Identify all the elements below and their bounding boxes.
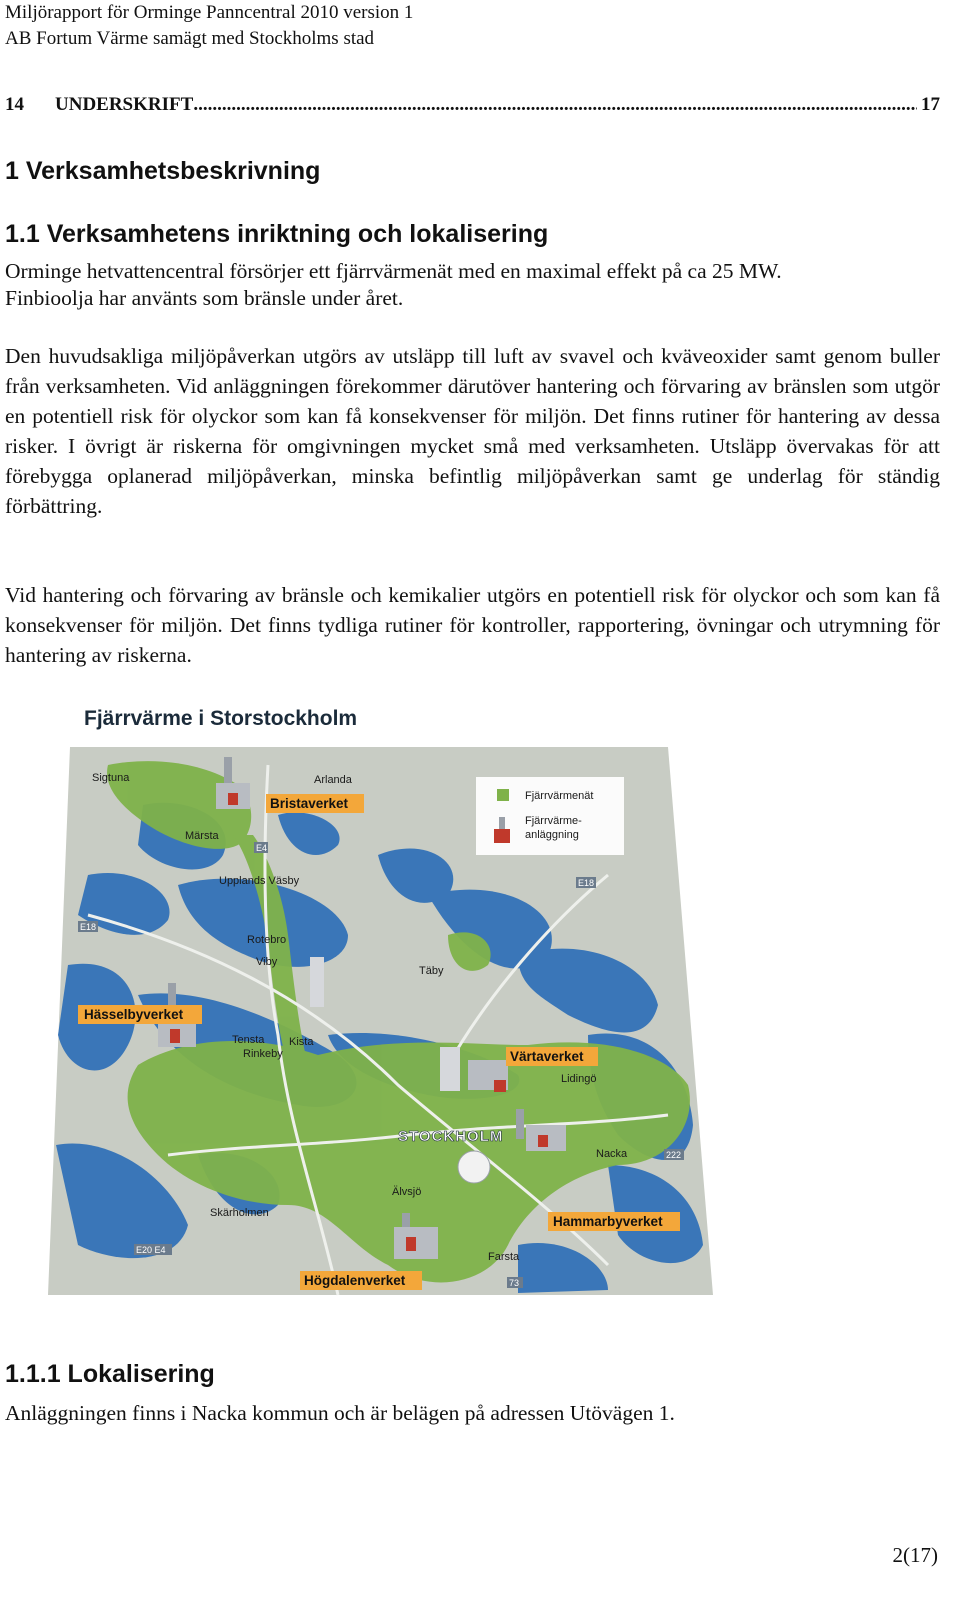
plant-bristaverket: Bristaverket	[270, 796, 349, 811]
subsubsection-heading: 1.1.1 Lokalisering	[5, 1360, 215, 1388]
place-kista: Kista	[289, 1036, 314, 1048]
document-header	[5, 0, 413, 52]
plant-hammarbyverket: Hammarbyverket	[553, 1214, 663, 1229]
legend-network-label: Fjärrvärmenät	[525, 790, 594, 802]
place-arlanda: Arlanda	[314, 774, 352, 786]
place-sigtuna: Sigtuna	[92, 772, 130, 784]
paragraph-1-line-2: Finbioolja har använts som bränsle under året.	[5, 286, 404, 310]
place-lidingo: Lidingö	[561, 1073, 597, 1085]
page-number: 2(17)	[892, 1543, 938, 1567]
place-tensta: Tensta	[232, 1034, 265, 1046]
legend-plant-label-2: anläggning	[525, 829, 579, 841]
header-line-1: Miljörapport för Orminge Panncentral 2010 version 1	[5, 2, 414, 23]
place-farsta: Farsta	[488, 1251, 520, 1263]
place-viby: Viby	[256, 956, 278, 968]
subsection-heading: 1.1 Verksamhetens inriktning och lokalisering	[5, 220, 549, 248]
map-graphic	[48, 705, 718, 1320]
road-e18-north: E18	[578, 878, 595, 888]
place-rinkeby: Rinkeby	[243, 1048, 283, 1060]
section-heading: 1 Verksamhetsbeskrivning	[5, 157, 321, 185]
plant-vartaverket: Värtaverket	[510, 1049, 584, 1064]
header-line-2: AB Fortum Värme samägt med Stockholms stad	[5, 28, 375, 49]
place-stockholm: STOCKHOLM	[398, 1128, 504, 1145]
plant-hasselbyverket: Hässelbyverket	[84, 1007, 184, 1022]
toc-leader-dots	[193, 94, 917, 116]
plant-hogdalenverket: Högdalenverket	[304, 1273, 406, 1288]
legend-plant-label-1: Fjärrvärme-	[525, 815, 582, 827]
place-rotebro: Rotebro	[247, 934, 287, 946]
road-e18-west: E18	[80, 922, 97, 932]
place-alvsjo: Älvsjö	[392, 1186, 422, 1198]
place-marsta: Märsta	[185, 830, 219, 842]
place-upplands-vasby: Upplands Väsby	[219, 875, 300, 887]
road-73: 73	[509, 1278, 520, 1288]
place-taby: Täby	[419, 965, 444, 977]
toc-title: UNDERSKRIFT	[55, 94, 194, 115]
paragraph-3: Vid hantering och förvaring av bränsle och kemikalier utgörs en potentiell risk för olyckor och som kan få konsekvenser för miljön. Det finns tydliga rutiner för kontroller, rapportering, övningar och utrymning för hantering av riskerna.	[5, 583, 940, 667]
legend-network-swatch	[497, 789, 509, 801]
toc-page: 17	[921, 94, 940, 115]
paragraph-1	[5, 258, 940, 312]
road-e20-e4: E20 E4	[136, 1245, 166, 1255]
place-skarholmen: Skärholmen	[210, 1207, 269, 1219]
paragraph-1-line-1: Orminge hetvattencentral försörjer ett fjärrvärmenät med en maximal effekt på ca 25 MW.	[5, 259, 782, 283]
paragraph-4: Anläggningen finns i Nacka kommun och är belägen på adressen Utövägen 1.	[5, 1401, 675, 1425]
toc-number: 14	[5, 94, 24, 115]
place-nacka: Nacka	[596, 1148, 628, 1160]
paragraph-2: Den huvudsakliga miljöpåverkan utgörs av utsläpp till luft av svavel och kväveoxider samt genom buller från verksamheten. Vid anläggningen förekommer därutöver hantering och förvaring av bränslen som utgör en potentiell risk för olyckor som kan få konsekvenser för miljön. Det finns rutiner för hantering av dessa risker. I övrigt är riskerna för omgivningen mycket små med verksamheten. Utsläpp övervakas för att förebygga oplanerad miljöpåverkan, minska befintlig miljöpåverkan samt ge underlag för ständig förbättring.	[5, 344, 940, 518]
road-222: 222	[666, 1150, 682, 1160]
district-heating-map	[48, 705, 718, 1320]
map-title: Fjärrvärme i Storstockholm	[84, 707, 358, 730]
toc-entry[interactable]	[5, 94, 940, 116]
road-e4: E4	[256, 843, 268, 853]
